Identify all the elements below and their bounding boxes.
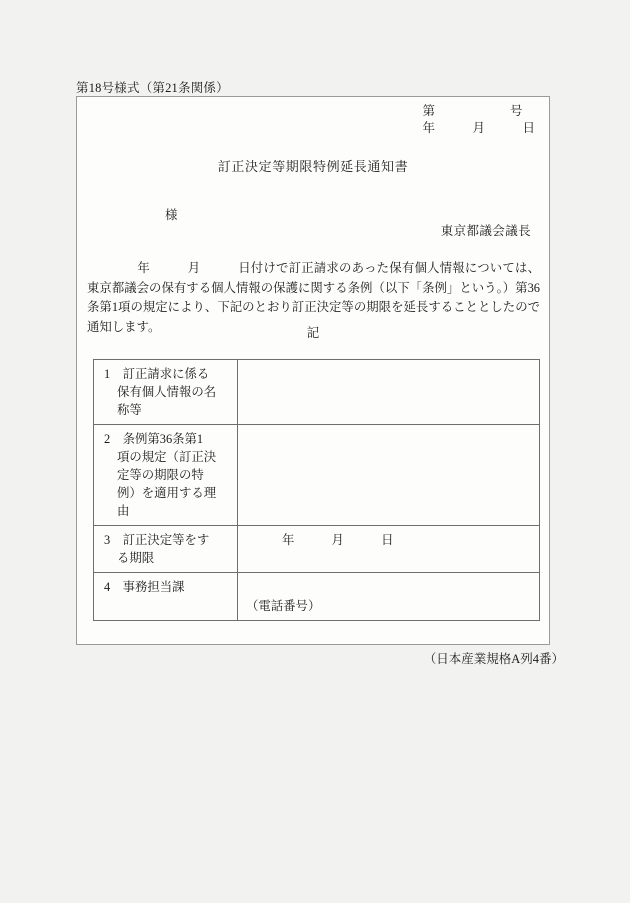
phone-number-note: （電話番号） [246, 599, 321, 613]
form-number-label: 第18号様式（第21条関係） [76, 81, 229, 95]
row-label-line-2-4: 例）を適用する理 [117, 486, 217, 500]
document-number-line: 第 号 [422, 104, 523, 118]
table-row [94, 573, 540, 621]
document-frame [76, 96, 550, 645]
row-value-cell-2[interactable] [238, 425, 540, 526]
row-number-4: 4 [104, 580, 111, 594]
row-label-line-2-5: 由 [117, 504, 130, 518]
row-label-cell-3 [94, 526, 238, 573]
document-meta-block [422, 103, 535, 137]
row-label-line-4-1: 事務担当課 [110, 580, 185, 594]
row-label-line-1-2: 保有個人情報の名 [117, 385, 217, 399]
body-date-blank: 年 月 日付けで [87, 261, 289, 275]
row-number-2: 2 [104, 432, 111, 446]
table-row [94, 360, 540, 425]
body-paragraph-text: 訂正請求のあった保有個人情報については、東京都議会の保有する個人情報の保護に関する条例（以下「条例」という。）第36条第1項の規定により、下記のとおり訂正決定等の期限を延長することとしたので通知します。 [87, 261, 540, 334]
row-value-cell-4[interactable] [238, 573, 540, 621]
form-entry-table [93, 359, 540, 621]
row-label-line-2-3: 定等の期限の特 [117, 468, 204, 482]
kiji-marker: 記 [306, 326, 320, 340]
row-label-cell-4 [94, 573, 238, 621]
recipient-honorific: 様 [165, 208, 178, 222]
document-date-line: 年 月 日 [422, 121, 535, 135]
document-title: 訂正決定等期限特例延長通知書 [217, 159, 409, 174]
row-number-1: 1 [104, 367, 111, 381]
row-label-cell-2 [94, 425, 238, 526]
row-label-line-2-2: 項の規定（訂正決 [117, 450, 217, 464]
paper-size-note: （日本産業規格A列4番） [423, 652, 564, 666]
row-value-cell-3[interactable] [238, 526, 540, 573]
row-label-line-3-1: 訂正決定等をす [110, 533, 210, 547]
table-row [94, 526, 540, 573]
row-label-line-1-3: 称等 [117, 403, 142, 417]
table-row [94, 425, 540, 526]
row-number-3: 3 [104, 533, 111, 547]
deadline-date-blank: 年 月 日 [282, 533, 394, 547]
row-label-line-1-1: 訂正請求に係る [110, 367, 210, 381]
row-label-line-2-1: 条例第36条第1 [110, 432, 204, 446]
row-label-line-3-2: る期限 [117, 551, 155, 565]
row-label-cell-1 [94, 360, 238, 425]
issuing-authority: 東京都議会議長 [440, 224, 531, 238]
row-value-cell-1[interactable] [238, 360, 540, 425]
